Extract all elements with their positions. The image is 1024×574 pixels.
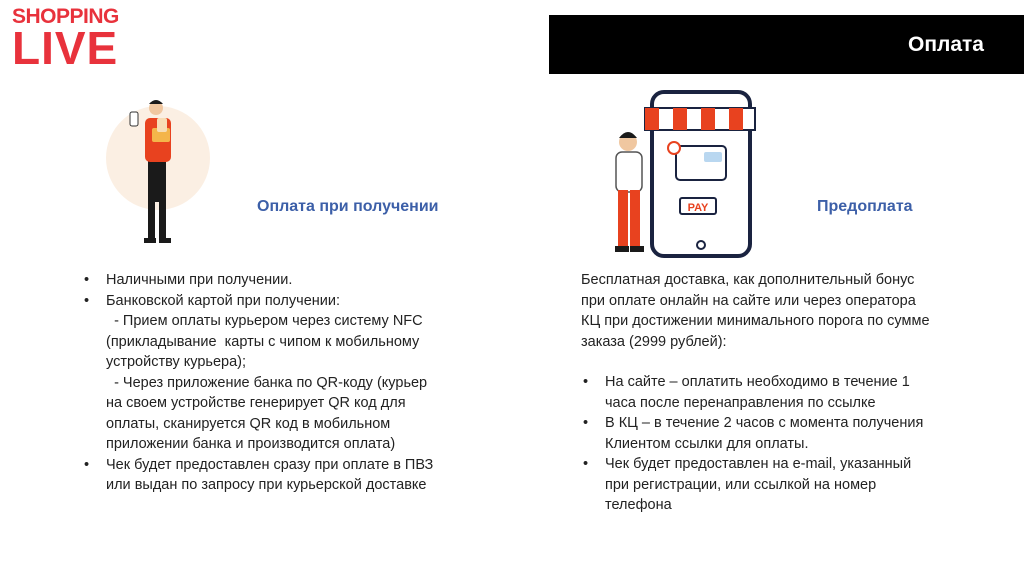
online-payment-illustration [600, 90, 760, 260]
header-bar [549, 15, 1024, 74]
section-title-cash-on-delivery: Оплата при получении [257, 198, 439, 215]
bullet: • [84, 292, 90, 309]
prepayment-intro: Бесплатная доставка, как дополнительный бонус при оплате онлайн на сайте или через оператора КЦ при достижении минимального порога по сумме заказа (2999 рублей): [581, 272, 930, 350]
pay-label: PAY [687, 202, 709, 214]
list-item [82, 291, 442, 455]
shopping-live-logo [12, 5, 119, 74]
bullet: • [84, 456, 90, 473]
list-item-text: В КЦ – в течение 2 часов с момента получения Клиентом ссылки для оплаты. [605, 415, 924, 452]
page-title: Оплата [907, 33, 984, 56]
sub-item-nfc: - Прием оплаты курьером через систему NFC (прикладывание карты с чипом к мобильному устройству курьера); [106, 313, 427, 370]
list-item-text: Банковской картой при получении: [106, 292, 340, 309]
logo-line-2: LIVE [12, 22, 119, 74]
bullet: • [84, 272, 90, 288]
list-item [581, 372, 931, 413]
list-item-text: Чек будет предоставлен на e-mail, указанный при регистрации, или ссылкой на номер телефона [605, 456, 912, 513]
left-payment-list [82, 270, 442, 496]
list-item-text: Чек будет предоставлен сразу при оплате в ПВЗ или выдан по запросу при курьерской доставке [106, 456, 434, 493]
section-title-prepayment: Предоплата [817, 198, 913, 215]
list-item [82, 270, 442, 291]
sub-item-qr: - Через приложение банка по QR-коду (курьер на своем устройстве генерирует QR код для оплаты, сканируется QR код в мобильном приложении банка и производится оплата) [106, 374, 432, 452]
bullet: • [583, 415, 589, 431]
list-item [581, 454, 931, 516]
list-item-text: На сайте – оплатить необходимо в течение 1 часа после перенаправления по ссылке [605, 374, 910, 411]
bullet: • [583, 374, 589, 390]
list-item [581, 413, 931, 454]
right-payment-block [581, 270, 931, 516]
list-item [82, 455, 442, 496]
list-item-text: Наличными при получении. [106, 272, 293, 288]
logo-line-1: SHOPPING [12, 5, 119, 28]
courier-payment-illustration [100, 98, 220, 248]
bullet: • [583, 456, 589, 472]
